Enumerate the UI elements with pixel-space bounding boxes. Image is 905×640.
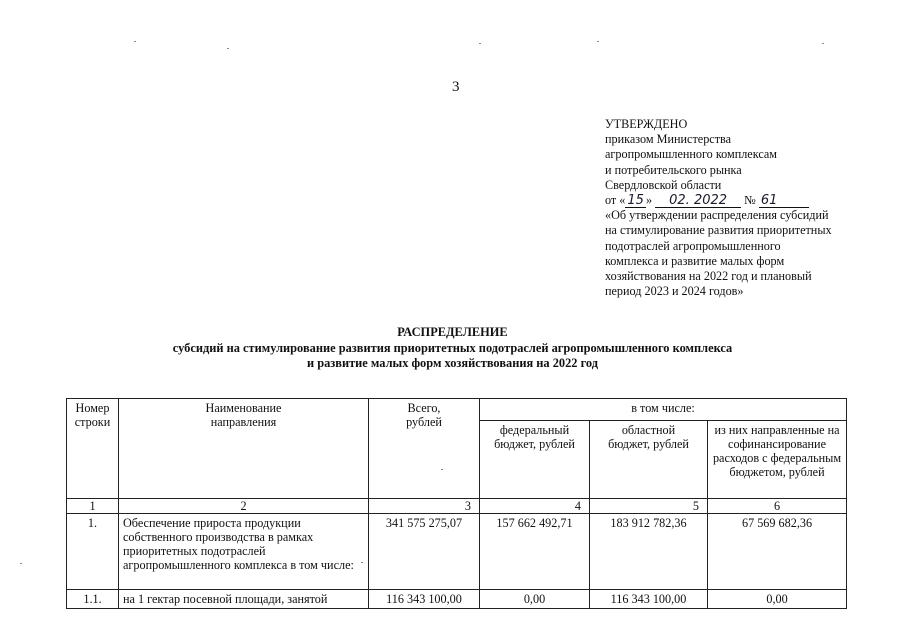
row-cofinancing-cell: 0,00 <box>708 590 847 609</box>
approval-subject-line: «Об утверждении распределения субсидий <box>605 208 829 223</box>
order-number: 61 <box>759 195 809 208</box>
approval-line: приказом Министерства <box>605 132 732 147</box>
column-number: 2 <box>119 499 369 514</box>
distribution-table <box>66 398 847 609</box>
approval-subject-line: комплекса и развитие малых форм <box>605 253 785 268</box>
date-day: 15 <box>627 193 644 209</box>
document-subtitle-line2: и развитие малых форм хозяйствования на 2022 год <box>306 356 599 370</box>
row-cofinancing-cell: 67 569 682,36 <box>708 514 847 590</box>
approval-subject-line: период 2023 и 2024 годов» <box>605 284 744 299</box>
table-row <box>67 514 847 590</box>
approval-line: УТВЕРЖДЕНО <box>605 117 688 131</box>
header-total: Всего, рублей <box>369 399 480 499</box>
scan-speck <box>20 563 22 564</box>
approval-date-line <box>605 193 865 208</box>
scan-speck <box>479 43 481 44</box>
approval-subject-line: подотраслей агропромышленного <box>605 238 781 253</box>
row-regional-cell: 116 343 100,00 <box>590 590 708 609</box>
scan-speck <box>441 469 443 470</box>
scan-speck <box>822 43 824 44</box>
scan-speck <box>597 41 599 42</box>
row-federal-cell: 157 662 492,71 <box>480 514 590 590</box>
header-cofinancing: из них направленные на софинансирование расходов с федеральным бюджетом, рублей <box>708 421 847 499</box>
row-name-cell: Обеспечение прироста продукции собственного производства в рамках приоритетных подотраслей агропромышленного комплекса в том числе: <box>119 514 369 590</box>
row-total-cell: 341 575 275,07 <box>369 514 480 590</box>
row-number-cell: 1. <box>67 514 119 590</box>
date-prefix: от « <box>605 193 626 208</box>
approval-subject-line: на стимулирование развития приоритетных <box>605 223 832 238</box>
row-number-cell: 1.1. <box>67 590 119 609</box>
header-regional: областной бюджет, рублей <box>590 421 708 499</box>
document-subtitle-line1: субсидий на стимулирование развития приоритетных подотраслей агропромышленного комплекса <box>172 341 733 355</box>
approval-line: и потребительского рынка <box>605 162 742 177</box>
document-heading: РАСПРЕДЕЛЕНИЕ <box>397 325 508 339</box>
page-number: 3 <box>452 79 460 95</box>
approval-line: агропромышленного комплексам <box>605 147 778 162</box>
row-regional-cell: 183 912 782,36 <box>590 514 708 590</box>
scan-speck <box>361 562 363 563</box>
header-direction: Наименование направления <box>119 399 369 499</box>
approval-subject-line: хозяйствования на 2022 год и плановый <box>605 269 812 284</box>
scan-speck <box>134 41 136 42</box>
column-number: 6 <box>708 499 847 514</box>
date-month-year: 02. 2022 <box>655 195 741 208</box>
header-federal: федеральный бюджет, рублей <box>480 421 590 499</box>
table-row <box>67 590 847 609</box>
scan-speck <box>227 48 229 49</box>
column-number: 3 <box>369 499 480 514</box>
column-number: 4 <box>480 499 590 514</box>
header-row-number: Номер строки <box>67 399 119 499</box>
row-name-cell: на 1 гектар посевной площади, занятой <box>119 590 369 609</box>
approval-line: Свердловской области <box>605 177 722 192</box>
approval-stamp <box>605 117 865 299</box>
number-label: № <box>744 193 756 208</box>
row-total-cell: 116 343 100,00 <box>369 590 480 609</box>
row-federal-cell: 0,00 <box>480 590 590 609</box>
column-number: 5 <box>590 499 708 514</box>
header-including: в том числе: <box>480 399 847 421</box>
date-mid: » <box>645 193 653 208</box>
column-number: 1 <box>67 499 119 514</box>
